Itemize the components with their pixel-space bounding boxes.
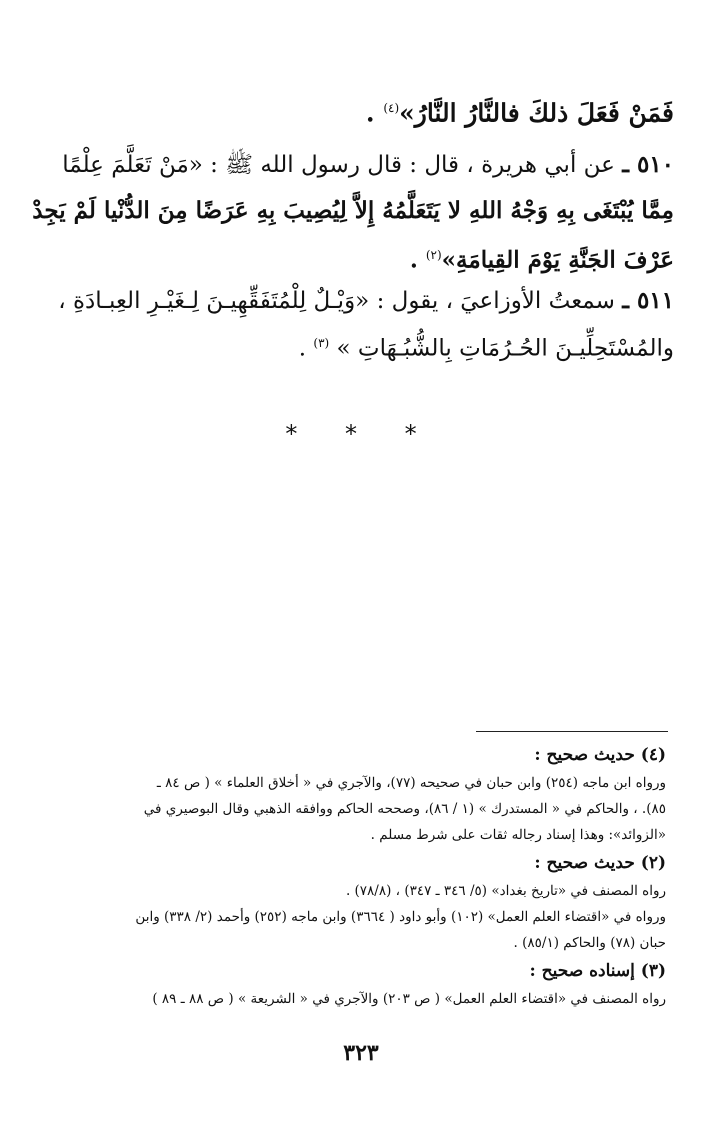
hadith-line xyxy=(70,322,674,370)
footnotes xyxy=(76,740,666,1012)
footnote-line: ورواه ابن ماجه (٢٥٤) وابن حبان في صحيحه (٧٧)، والآجري في « أخلاق العلماء » ( ص ٨٤ ـ xyxy=(156,775,666,791)
closing-line-end: . xyxy=(365,98,384,128)
hadith-text: مِمَّا يُبْتَغَى بِهِ وَجْهُ اللهِ لا يَتَعَلَّمُهُ إِلاَّ لِيُصِيبَ بِهِ عَرَضًا مِنَ الدُّنْيا لَمْ يَجِدْ xyxy=(32,197,674,224)
footnote-line: حبان (٧٨) والحاكم (٨٥/١) . xyxy=(513,935,666,951)
section-separator: * * * xyxy=(285,420,437,448)
hadith-line xyxy=(32,188,674,233)
hadith-end: . xyxy=(409,246,426,274)
footnote-ref: (٣) xyxy=(313,336,330,350)
hadith-511 xyxy=(58,280,674,370)
footnote-line: رواه المصنف في «تاريخ بغداد» (٥/ ٣٤٦ ـ ٣٤٧) ، (٧٨/٨) . xyxy=(345,883,666,899)
hadith-line xyxy=(62,142,674,188)
page-number: ٣٢٣ xyxy=(343,1040,379,1066)
hadith-line xyxy=(70,233,674,283)
footnote-ref: (٤) xyxy=(383,101,400,115)
hadith-510 xyxy=(32,142,674,283)
footnote-divider xyxy=(476,731,668,732)
hadith-text: والمُسْتَحِلِّيـنَ الحُـرُمَاتِ بِالشُّبُـهَاتِ » xyxy=(336,335,674,362)
closing-line-text: فَمَنْ فَعَلَ ذلكَ فالنَّارُ النَّارُ» xyxy=(399,98,674,128)
footnote-title: (٣) إسناده صحيح : xyxy=(529,961,666,981)
footnote-line: «الزوائد»: وهذا إسناد رجاله ثقات على شرط مسلم . xyxy=(370,827,666,843)
hadith-number: ٥١١ ـ xyxy=(622,287,674,314)
hadith-text: عن أبي هريرة ، قال : قال رسول الله ﷺ : «مَنْ تَعَلَّمَ عِلْمًا xyxy=(62,152,615,178)
footnote-line: رواه المصنف في «اقتضاء العلم العمل» ( ص ٢٠٣) والآجري في « الشريعة » ( ص ٨٨ ـ ٨٩ ) xyxy=(152,991,666,1007)
hadith-line xyxy=(58,280,674,322)
footnote-ref: (٢) xyxy=(425,248,442,262)
footnote-line: ورواه في «اقتضاء العلم العمل» (١٠٢) وأبو داود ( ٣٦٦٤) وابن ماجه (٢٥٢) وأحمد (٢/ ٣٣٨) وابن xyxy=(135,909,666,925)
hadith-text: سمعتُ الأوزاعيَ ، يقول : «وَيْـلٌ لِلْمُتَفَقِّهِيـنَ لِـغَيْـرِ العِبـادَةِ ، xyxy=(58,288,615,314)
hadith-text: عَرْفَ الجَنَّةِ يَوْمَ القِيامَةِ» xyxy=(441,246,674,274)
hadith-number: ٥١٠ ـ xyxy=(622,151,674,178)
footnote-title: (٤) حديث صحيح : xyxy=(534,745,666,765)
closing-line xyxy=(70,88,674,133)
footnote-line: ٨٥). ، والحاكم في « المستدرك » (١ / ٨٦)، وصححه الحاكم ووافقه الذهبي وقال البوصيري في xyxy=(143,801,666,817)
hadith-end: . xyxy=(298,335,314,362)
footnote-title: (٢) حديث صحيح : xyxy=(534,853,666,873)
